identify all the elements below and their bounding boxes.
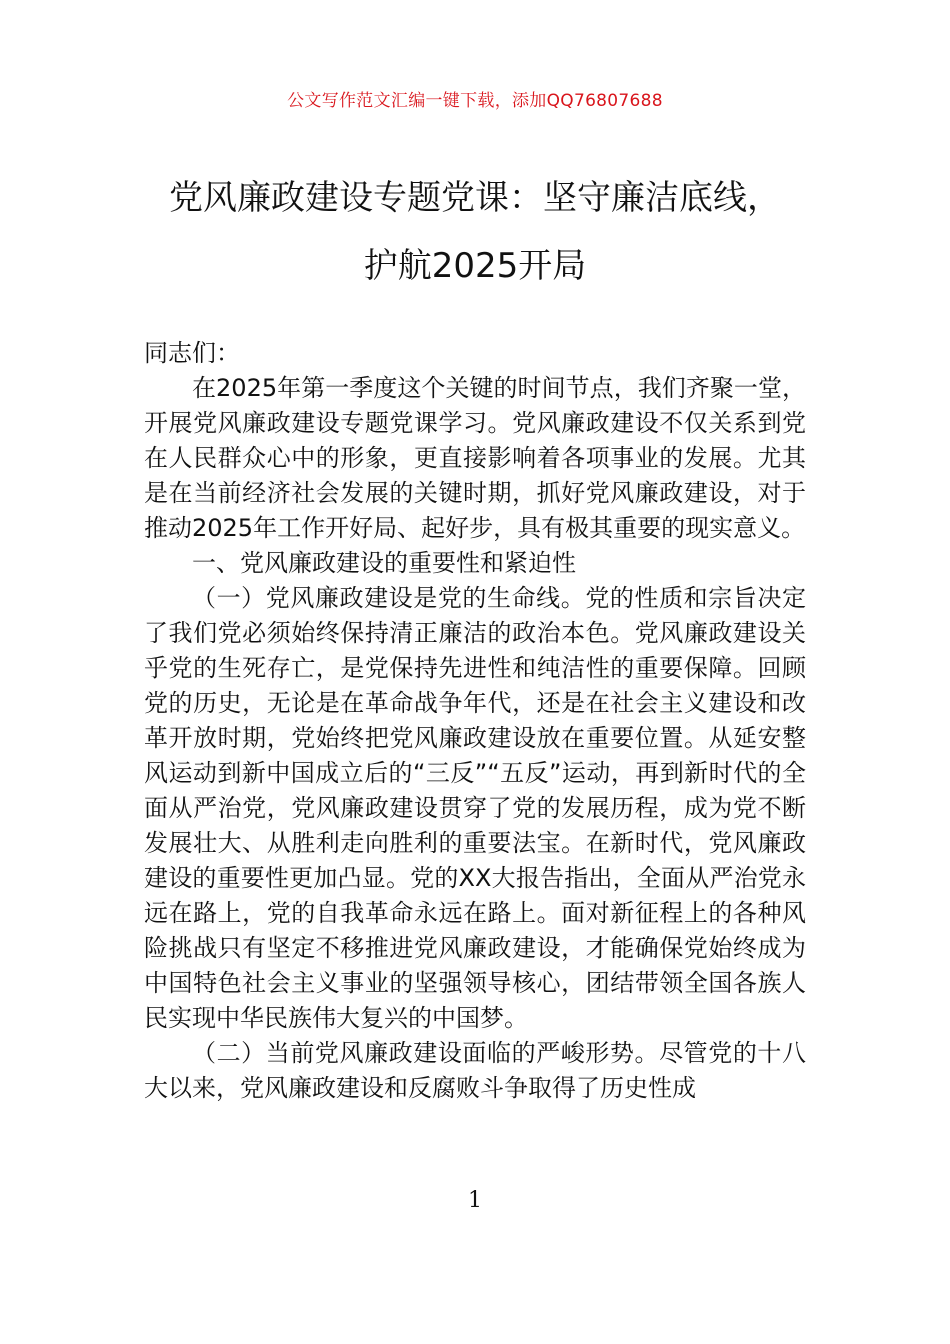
intro-paragraph: 在2025年第一季度这个关键的时间节点，我们齐聚一堂，开展党风廉政建设专题党课学习。党风廉政建设不仅关系到党在人民群众心中的形象，更直接影响着各项事业的发展。尤其是在当前经济社会发展的关键时期，抓好党风廉政建设，对于推动2025年工作开好局、起好步，具有极其重要的现实意义。: [144, 374, 806, 542]
subsection-1-paragraph: （一）党风廉政建设是党的生命线。党的性质和宗旨决定了我们党必须始终保持清正廉洁的政治本色。党风廉政建设关乎党的生死存亡，是党保持先进性和纯洁性的重要保障。回顾党的历史，无论是在革命战争年代，还是在社会主义建设和改革开放时期，党始终把党风廉政建设放在重要位置。从延安整风运动到新中国成立后的“三反”“五反”运动，再到新时代的全面从严治党，党风廉政建设贯穿了党的发展历程，成为党不断发展壮大、从胜利走向胜利的重要法宝。在新时代，党风廉政建设的重要性更加凸显。党的XX大报告指出，全面从严治党永远在路上，党的自我革命永远在路上。面对新征程上的各种风险挑战只有坚定不移推进党风廉政建设，才能确保党始终成为中国特色社会主义事业的坚强领导核心，团结带领全国各族人民实现中华民族伟大复兴的中国梦。: [144, 584, 806, 1032]
download-promo-note: 公文写作范文汇编一键下载，添加QQ76807688: [287, 91, 663, 111]
salutation: 同志们：: [144, 339, 240, 367]
subsection-2-paragraph: （二）当前党风廉政建设面临的严峻形势。尽管党的十八大以来，党风廉政建设和反腐败斗争取得了历史性成: [144, 1039, 806, 1102]
document-body: [144, 336, 806, 1106]
section-1-heading: 一、党风廉政建设的重要性和紧迫性: [192, 549, 576, 577]
document-title-line-1: 党风廉政建设专题党课：坚守廉洁底线，: [169, 178, 781, 218]
page-number: 1: [468, 1188, 482, 1213]
document-title-line-2: 护航2025开局: [363, 246, 587, 286]
